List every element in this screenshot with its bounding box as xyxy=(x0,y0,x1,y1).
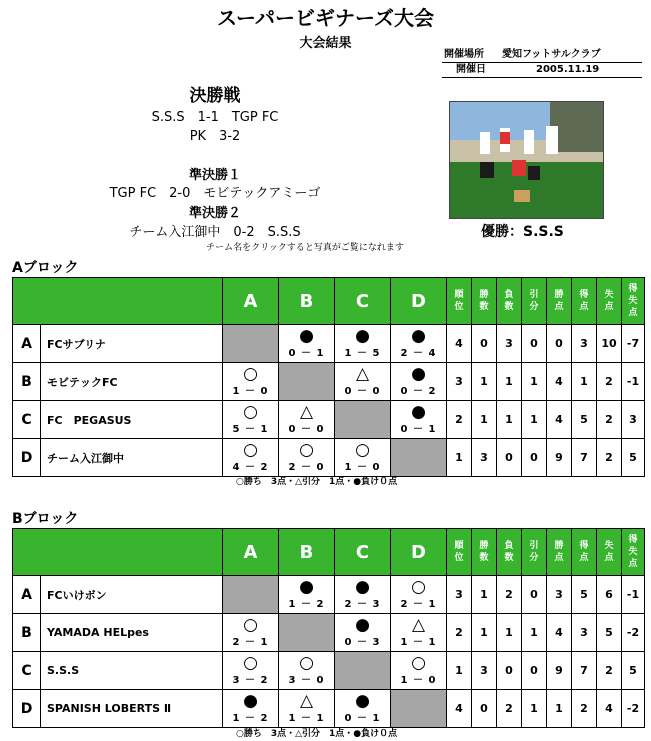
result-cell xyxy=(223,690,279,728)
date-value: 2005.11.19 xyxy=(536,64,600,75)
stat-cell: 1 xyxy=(522,614,547,652)
block-a-table xyxy=(12,277,645,477)
result-cell-content xyxy=(335,439,390,476)
result-score: 2 － 3 xyxy=(344,599,381,610)
date-label: 開催日 xyxy=(456,64,486,75)
semifinal-1-title: 準決勝１ xyxy=(188,168,241,183)
winner-label: 優勝：S.S.S xyxy=(481,224,564,240)
result-score: 3 － 2 xyxy=(232,675,269,686)
result-cell xyxy=(335,325,391,363)
self-match-cell xyxy=(223,576,279,614)
result-cell xyxy=(279,690,335,728)
stat-header: 勝 数 xyxy=(472,529,497,576)
stat-cell: 3 xyxy=(622,401,645,439)
stat-cell: 0 xyxy=(522,652,547,690)
row-letter: A xyxy=(13,325,41,363)
result-cell-content xyxy=(335,363,390,400)
stat-cell: 0 xyxy=(497,652,522,690)
stat-cell: 5 xyxy=(572,401,597,439)
result-symbol: ● xyxy=(299,577,314,597)
result-cell-content xyxy=(335,576,390,613)
table-header-row xyxy=(13,278,645,325)
col-header: B xyxy=(279,278,335,325)
stat-cell: 1 xyxy=(522,690,547,728)
row-letter: C xyxy=(13,652,41,690)
stat-cell: 3 xyxy=(572,325,597,363)
result-cell-content xyxy=(391,401,446,438)
result-symbol: ● xyxy=(411,326,426,346)
result-cell-content xyxy=(223,401,278,438)
stat-cell: 0 xyxy=(522,439,547,477)
result-score: 0 － 2 xyxy=(400,386,437,397)
self-match-cell xyxy=(223,325,279,363)
result-cell-content xyxy=(279,690,334,727)
stat-header: 失 点 xyxy=(597,278,622,325)
result-cell-content xyxy=(279,652,334,689)
stat-header: 引 分 xyxy=(522,529,547,576)
stat-cell: 1 xyxy=(522,401,547,439)
stat-header: 失 点 xyxy=(597,529,622,576)
venue-label: 開催場所 xyxy=(444,49,484,60)
col-header: D xyxy=(391,278,447,325)
self-match-cell xyxy=(335,401,391,439)
stat-cell: 1 xyxy=(572,363,597,401)
semifinal-2-title: 準決勝２ xyxy=(188,206,241,221)
block-b-table xyxy=(12,528,645,728)
result-score: 1 － 5 xyxy=(344,348,381,359)
result-score: 1 － 1 xyxy=(400,637,437,648)
stat-cell: 3 xyxy=(547,576,572,614)
stat-cell: -1 xyxy=(622,576,645,614)
stat-cell: 1 xyxy=(547,690,572,728)
team-name-link[interactable]: FC PEGASUS xyxy=(41,401,223,439)
result-score: 3 － 0 xyxy=(288,675,325,686)
result-score: 2 － 0 xyxy=(288,462,325,473)
result-symbol: ○ xyxy=(243,653,258,673)
stat-cell: 2 xyxy=(497,690,522,728)
stat-header: 順 位 xyxy=(447,529,472,576)
result-score: 0 － 1 xyxy=(344,713,381,724)
result-symbol: ● xyxy=(355,615,370,635)
stat-cell: 1 xyxy=(522,363,547,401)
result-cell-content xyxy=(223,652,278,689)
stat-cell: 2 xyxy=(597,439,622,477)
table-row xyxy=(13,614,645,652)
stat-cell: 3 xyxy=(472,652,497,690)
result-cell-content xyxy=(223,363,278,400)
row-letter: A xyxy=(13,576,41,614)
result-symbol: ● xyxy=(411,402,426,422)
result-cell xyxy=(279,401,335,439)
result-cell xyxy=(223,363,279,401)
photo-note: チーム名をクリックすると写真がご覧になれます xyxy=(206,243,404,253)
result-symbol: △ xyxy=(299,691,314,711)
col-header: C xyxy=(335,529,391,576)
stat-header: 得 失 点 xyxy=(622,529,645,576)
result-cell xyxy=(391,401,447,439)
col-header: A xyxy=(223,529,279,576)
result-symbol: ● xyxy=(411,364,426,384)
stat-cell: -7 xyxy=(622,325,645,363)
result-cell xyxy=(279,439,335,477)
row-letter: C xyxy=(13,401,41,439)
stat-cell: 0 xyxy=(472,325,497,363)
result-cell-content xyxy=(223,690,278,727)
stat-cell: -2 xyxy=(622,690,645,728)
result-score: 0 － 0 xyxy=(344,386,381,397)
table-row xyxy=(13,576,645,614)
stat-cell: 2 xyxy=(572,690,597,728)
stat-cell: 1 xyxy=(472,614,497,652)
table-row xyxy=(13,439,645,477)
stat-cell: 0 xyxy=(522,325,547,363)
result-symbol: ● xyxy=(355,326,370,346)
col-header: C xyxy=(335,278,391,325)
result-symbol: ● xyxy=(355,577,370,597)
stat-cell: 4 xyxy=(547,401,572,439)
result-cell-content xyxy=(391,614,446,651)
result-cell xyxy=(223,401,279,439)
row-letter: B xyxy=(13,363,41,401)
stat-cell: 3 xyxy=(472,439,497,477)
stat-cell: -1 xyxy=(622,363,645,401)
stat-cell: 4 xyxy=(547,363,572,401)
stat-cell: 3 xyxy=(572,614,597,652)
stat-cell: 3 xyxy=(447,363,472,401)
team-name-link[interactable]: YAMADA HELpes xyxy=(41,614,223,652)
result-score: 1 － 0 xyxy=(344,462,381,473)
result-cell xyxy=(223,439,279,477)
stat-cell: 4 xyxy=(447,325,472,363)
table-header-row xyxy=(13,529,645,576)
stat-cell: 5 xyxy=(597,614,622,652)
stat-cell: 1 xyxy=(497,614,522,652)
stat-cell: -2 xyxy=(622,614,645,652)
result-symbol: ● xyxy=(299,326,314,346)
row-letter: B xyxy=(13,614,41,652)
block-a-legend: ○勝ち 3点・△引分 1点・●負け０点 xyxy=(236,477,398,487)
page-title: スーパービギナーズ大会 xyxy=(217,6,434,30)
result-cell xyxy=(391,576,447,614)
table-row xyxy=(13,652,645,690)
result-cell xyxy=(335,614,391,652)
stat-cell: 1 xyxy=(472,576,497,614)
result-cell xyxy=(391,652,447,690)
result-score: 1 － 0 xyxy=(400,675,437,686)
table-row xyxy=(13,690,645,728)
stat-header: 負 数 xyxy=(497,278,522,325)
result-cell-content xyxy=(335,690,390,727)
stat-cell: 3 xyxy=(447,576,472,614)
stat-cell: 7 xyxy=(572,439,597,477)
result-cell-content xyxy=(391,325,446,362)
result-symbol: ○ xyxy=(411,577,426,597)
stat-cell: 2 xyxy=(597,363,622,401)
result-symbol: ○ xyxy=(299,653,314,673)
stat-cell: 10 xyxy=(597,325,622,363)
row-letter: D xyxy=(13,439,41,477)
final-title: 決勝戦 xyxy=(189,86,241,106)
semifinal-2-score: チーム入江御中 0-2 S.S.S xyxy=(129,225,301,240)
stat-cell: 2 xyxy=(597,401,622,439)
stat-cell: 2 xyxy=(447,614,472,652)
stat-cell: 4 xyxy=(447,690,472,728)
stat-header: 負 数 xyxy=(497,529,522,576)
stat-header: 勝 数 xyxy=(472,278,497,325)
result-cell xyxy=(335,690,391,728)
team-name-link[interactable]: モビテックFC xyxy=(41,363,223,401)
result-symbol: ○ xyxy=(243,364,258,384)
stat-cell: 9 xyxy=(547,652,572,690)
col-header: B xyxy=(279,529,335,576)
team-name-link[interactable]: チーム入江御中 xyxy=(41,439,223,477)
result-symbol: ○ xyxy=(411,653,426,673)
stat-cell: 2 xyxy=(597,652,622,690)
venue-info xyxy=(442,48,642,78)
team-name-link[interactable]: SPANISH LOBERTS Ⅱ xyxy=(41,690,223,728)
stat-cell: 1 xyxy=(472,363,497,401)
result-cell xyxy=(391,325,447,363)
result-score: 1 － 1 xyxy=(288,713,325,724)
table-row xyxy=(13,401,645,439)
result-cell-content xyxy=(223,614,278,651)
result-symbol: ● xyxy=(355,691,370,711)
result-score: 2 － 1 xyxy=(400,599,437,610)
result-cell-content xyxy=(223,439,278,476)
stat-header: 順 位 xyxy=(447,278,472,325)
team-photo[interactable] xyxy=(449,101,604,219)
team-name-link[interactable]: FCいけボン xyxy=(41,576,223,614)
stat-cell: 0 xyxy=(547,325,572,363)
result-cell xyxy=(223,614,279,652)
table-row xyxy=(13,325,645,363)
stat-cell: 1 xyxy=(497,363,522,401)
result-score: 2 － 4 xyxy=(400,348,437,359)
result-symbol: ○ xyxy=(243,440,258,460)
header-blank xyxy=(13,278,223,325)
result-score: 1 － 0 xyxy=(232,386,269,397)
result-score: 0 － 3 xyxy=(344,637,381,648)
stat-cell: 1 xyxy=(447,439,472,477)
self-match-cell xyxy=(391,690,447,728)
result-symbol: ○ xyxy=(299,440,314,460)
result-symbol: △ xyxy=(411,615,426,635)
result-cell xyxy=(335,576,391,614)
stat-cell: 3 xyxy=(497,325,522,363)
result-score: 5 － 1 xyxy=(232,424,269,435)
team-photo-graphic xyxy=(450,102,603,218)
result-score: 1 － 2 xyxy=(288,599,325,610)
self-match-cell xyxy=(279,614,335,652)
result-cell xyxy=(279,576,335,614)
self-match-cell xyxy=(279,363,335,401)
stat-cell: 5 xyxy=(572,576,597,614)
stat-cell: 4 xyxy=(547,614,572,652)
stat-cell: 2 xyxy=(447,401,472,439)
stat-cell: 4 xyxy=(597,690,622,728)
result-cell-content xyxy=(279,576,334,613)
result-score: 0 － 1 xyxy=(288,348,325,359)
block-b-legend: ○勝ち 3点・△引分 1点・●負け０点 xyxy=(236,729,398,739)
stat-header: 得 失 点 xyxy=(622,278,645,325)
result-symbol: △ xyxy=(299,402,314,422)
page-subtitle: 大会結果 xyxy=(299,36,352,51)
result-score: 1 － 2 xyxy=(232,713,269,724)
result-cell xyxy=(335,439,391,477)
result-cell xyxy=(279,652,335,690)
semifinal-1-score: TGP FC 2-0 モビテックアミーゴ xyxy=(109,186,321,201)
result-cell-content xyxy=(279,401,334,438)
stat-cell: 5 xyxy=(622,439,645,477)
self-match-cell xyxy=(391,439,447,477)
block-b-label: Bブロック xyxy=(12,511,79,527)
venue-value: 愛知フットサルクラブ xyxy=(502,49,601,60)
result-cell xyxy=(279,325,335,363)
stat-header: 得 点 xyxy=(572,529,597,576)
result-symbol: ○ xyxy=(243,615,258,635)
header-blank xyxy=(13,529,223,576)
stat-cell: 0 xyxy=(522,576,547,614)
final-score: S.S.S 1-1 TGP FC xyxy=(151,110,279,125)
self-match-cell xyxy=(335,652,391,690)
stat-cell: 5 xyxy=(622,652,645,690)
result-symbol: ● xyxy=(243,691,258,711)
result-score: 0 － 1 xyxy=(400,424,437,435)
stat-cell: 1 xyxy=(472,401,497,439)
result-cell-content xyxy=(279,439,334,476)
result-symbol: △ xyxy=(355,364,370,384)
stat-header: 勝 点 xyxy=(547,529,572,576)
row-letter: D xyxy=(13,690,41,728)
stat-cell: 0 xyxy=(497,439,522,477)
result-cell-content xyxy=(391,652,446,689)
team-name-link[interactable]: FCサブリナ xyxy=(41,325,223,363)
stat-cell: 6 xyxy=(597,576,622,614)
col-header: A xyxy=(223,278,279,325)
team-name-link[interactable]: S.S.S xyxy=(41,652,223,690)
stat-header: 勝 点 xyxy=(547,278,572,325)
result-cell xyxy=(335,363,391,401)
result-cell-content xyxy=(335,325,390,362)
result-cell-content xyxy=(335,614,390,651)
stat-header: 得 点 xyxy=(572,278,597,325)
result-cell xyxy=(391,363,447,401)
stat-cell: 0 xyxy=(472,690,497,728)
col-header: D xyxy=(391,529,447,576)
stat-cell: 9 xyxy=(547,439,572,477)
result-score: 2 － 1 xyxy=(232,637,269,648)
stat-header: 引 分 xyxy=(522,278,547,325)
final-pk: PK 3-2 xyxy=(189,129,241,144)
result-cell-content xyxy=(279,325,334,362)
result-cell-content xyxy=(391,576,446,613)
result-score: 4 － 2 xyxy=(232,462,269,473)
result-score: 0 － 0 xyxy=(288,424,325,435)
table-row xyxy=(13,363,645,401)
stat-cell: 1 xyxy=(497,401,522,439)
result-cell-content xyxy=(391,363,446,400)
stat-cell: 1 xyxy=(447,652,472,690)
block-a-label: Aブロック xyxy=(12,260,79,276)
result-cell xyxy=(223,652,279,690)
result-symbol: ○ xyxy=(355,440,370,460)
stat-cell: 2 xyxy=(497,576,522,614)
result-symbol: ○ xyxy=(243,402,258,422)
result-cell xyxy=(391,614,447,652)
stat-cell: 7 xyxy=(572,652,597,690)
